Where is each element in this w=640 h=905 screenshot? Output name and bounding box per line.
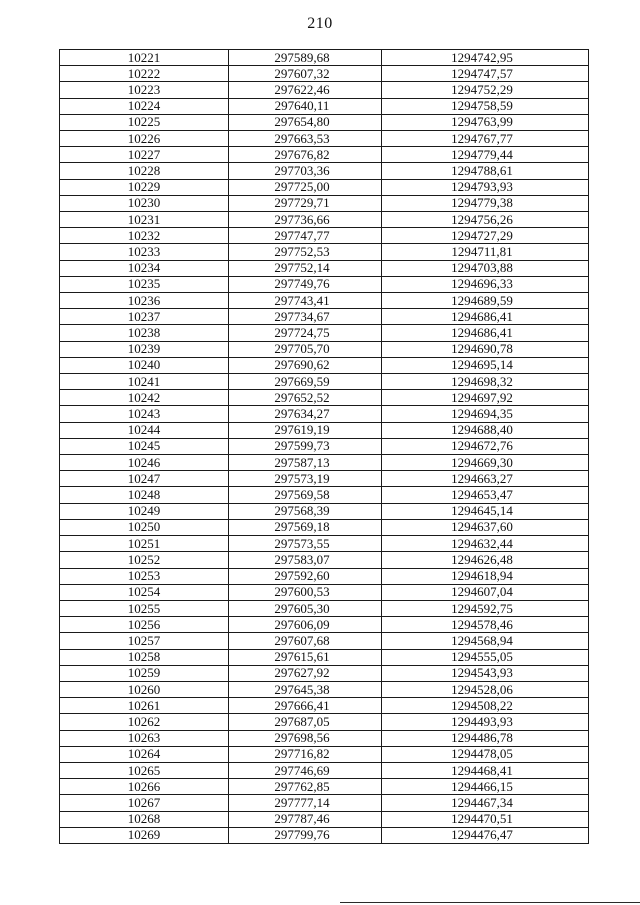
x-coordinate-cell: 297703,36 xyxy=(229,163,382,179)
table-row xyxy=(60,325,589,341)
point-number-cell: 10224 xyxy=(60,98,229,114)
x-coordinate-cell: 297573,55 xyxy=(229,536,382,552)
table-row xyxy=(60,827,589,843)
table-row xyxy=(60,163,589,179)
table-row xyxy=(60,649,589,665)
point-number-cell: 10232 xyxy=(60,228,229,244)
table-row xyxy=(60,519,589,535)
point-number-cell: 10254 xyxy=(60,584,229,600)
point-number-cell: 10229 xyxy=(60,179,229,195)
x-coordinate-cell: 297615,61 xyxy=(229,649,382,665)
point-number-cell: 10237 xyxy=(60,309,229,325)
point-number-cell: 10221 xyxy=(60,50,229,66)
y-coordinate-cell: 1294742,95 xyxy=(382,50,589,66)
x-coordinate-cell: 297622,46 xyxy=(229,82,382,98)
y-coordinate-cell: 1294468,41 xyxy=(382,762,589,778)
point-number-cell: 10243 xyxy=(60,406,229,422)
x-coordinate-cell: 297669,59 xyxy=(229,374,382,390)
x-coordinate-cell: 297634,27 xyxy=(229,406,382,422)
x-coordinate-cell: 297654,80 xyxy=(229,114,382,130)
table-row xyxy=(60,779,589,795)
y-coordinate-cell: 1294788,61 xyxy=(382,163,589,179)
point-number-cell: 10240 xyxy=(60,357,229,373)
point-number-cell: 10227 xyxy=(60,147,229,163)
table-row xyxy=(60,212,589,228)
y-coordinate-cell: 1294763,99 xyxy=(382,114,589,130)
x-coordinate-cell: 297640,11 xyxy=(229,98,382,114)
x-coordinate-cell: 297627,92 xyxy=(229,665,382,681)
y-coordinate-cell: 1294779,44 xyxy=(382,147,589,163)
table-row xyxy=(60,98,589,114)
x-coordinate-cell: 297749,76 xyxy=(229,276,382,292)
table-row xyxy=(60,811,589,827)
table-row xyxy=(60,617,589,633)
page-number: 210 xyxy=(307,15,333,32)
x-coordinate-cell: 297568,39 xyxy=(229,503,382,519)
table-row xyxy=(60,714,589,730)
point-number-cell: 10267 xyxy=(60,795,229,811)
table-row xyxy=(60,762,589,778)
y-coordinate-cell: 1294592,75 xyxy=(382,600,589,616)
point-number-cell: 10257 xyxy=(60,633,229,649)
coordinates-table xyxy=(59,49,589,844)
y-coordinate-cell: 1294493,93 xyxy=(382,714,589,730)
table-row xyxy=(60,309,589,325)
x-coordinate-cell: 297746,69 xyxy=(229,762,382,778)
table-row xyxy=(60,228,589,244)
point-number-cell: 10261 xyxy=(60,698,229,714)
table-row xyxy=(60,552,589,568)
y-coordinate-cell: 1294618,94 xyxy=(382,568,589,584)
point-number-cell: 10239 xyxy=(60,341,229,357)
point-number-cell: 10233 xyxy=(60,244,229,260)
y-coordinate-cell: 1294689,59 xyxy=(382,293,589,309)
x-coordinate-cell: 297762,85 xyxy=(229,779,382,795)
y-coordinate-cell: 1294758,59 xyxy=(382,98,589,114)
table-row xyxy=(60,681,589,697)
y-coordinate-cell: 1294637,60 xyxy=(382,519,589,535)
x-coordinate-cell: 297799,76 xyxy=(229,827,382,843)
point-number-cell: 10268 xyxy=(60,811,229,827)
table-row xyxy=(60,600,589,616)
x-coordinate-cell: 297690,62 xyxy=(229,357,382,373)
x-coordinate-cell: 297725,00 xyxy=(229,179,382,195)
table-row xyxy=(60,568,589,584)
y-coordinate-cell: 1294752,29 xyxy=(382,82,589,98)
table-row xyxy=(60,422,589,438)
table-row xyxy=(60,746,589,762)
y-coordinate-cell: 1294696,33 xyxy=(382,276,589,292)
point-number-cell: 10246 xyxy=(60,455,229,471)
y-coordinate-cell: 1294756,26 xyxy=(382,212,589,228)
point-number-cell: 10228 xyxy=(60,163,229,179)
table-row xyxy=(60,293,589,309)
point-number-cell: 10238 xyxy=(60,325,229,341)
x-coordinate-cell: 297606,09 xyxy=(229,617,382,633)
table-row xyxy=(60,131,589,147)
point-number-cell: 10234 xyxy=(60,260,229,276)
point-number-cell: 10247 xyxy=(60,471,229,487)
y-coordinate-cell: 1294543,93 xyxy=(382,665,589,681)
point-number-cell: 10252 xyxy=(60,552,229,568)
table-row xyxy=(60,536,589,552)
x-coordinate-cell: 297716,82 xyxy=(229,746,382,762)
point-number-cell: 10225 xyxy=(60,114,229,130)
x-coordinate-cell: 297666,41 xyxy=(229,698,382,714)
y-coordinate-cell: 1294688,40 xyxy=(382,422,589,438)
table-row xyxy=(60,795,589,811)
y-coordinate-cell: 1294578,46 xyxy=(382,617,589,633)
table-row xyxy=(60,50,589,66)
table-row xyxy=(60,438,589,454)
point-number-cell: 10250 xyxy=(60,519,229,535)
x-coordinate-cell: 297592,60 xyxy=(229,568,382,584)
y-coordinate-cell: 1294466,15 xyxy=(382,779,589,795)
x-coordinate-cell: 297645,38 xyxy=(229,681,382,697)
x-coordinate-cell: 297777,14 xyxy=(229,795,382,811)
table-row xyxy=(60,82,589,98)
point-number-cell: 10269 xyxy=(60,827,229,843)
table-row xyxy=(60,244,589,260)
y-coordinate-cell: 1294690,78 xyxy=(382,341,589,357)
y-coordinate-cell: 1294711,81 xyxy=(382,244,589,260)
point-number-cell: 10226 xyxy=(60,131,229,147)
point-number-cell: 10264 xyxy=(60,746,229,762)
x-coordinate-cell: 297752,14 xyxy=(229,260,382,276)
point-number-cell: 10231 xyxy=(60,212,229,228)
table-row xyxy=(60,406,589,422)
point-number-cell: 10259 xyxy=(60,665,229,681)
x-coordinate-cell: 297724,75 xyxy=(229,325,382,341)
y-coordinate-cell: 1294476,47 xyxy=(382,827,589,843)
y-coordinate-cell: 1294607,04 xyxy=(382,584,589,600)
point-number-cell: 10263 xyxy=(60,730,229,746)
table-row xyxy=(60,114,589,130)
table-row xyxy=(60,730,589,746)
y-coordinate-cell: 1294508,22 xyxy=(382,698,589,714)
x-coordinate-cell: 297600,53 xyxy=(229,584,382,600)
point-number-cell: 10260 xyxy=(60,681,229,697)
x-coordinate-cell: 297743,41 xyxy=(229,293,382,309)
point-number-cell: 10222 xyxy=(60,66,229,82)
point-number-cell: 10251 xyxy=(60,536,229,552)
table-row xyxy=(60,633,589,649)
y-coordinate-cell: 1294653,47 xyxy=(382,487,589,503)
y-coordinate-cell: 1294779,38 xyxy=(382,195,589,211)
y-coordinate-cell: 1294478,05 xyxy=(382,746,589,762)
x-coordinate-cell: 297619,19 xyxy=(229,422,382,438)
x-coordinate-cell: 297734,67 xyxy=(229,309,382,325)
point-number-cell: 10235 xyxy=(60,276,229,292)
y-coordinate-cell: 1294555,05 xyxy=(382,649,589,665)
table-row xyxy=(60,179,589,195)
x-coordinate-cell: 297573,19 xyxy=(229,471,382,487)
table-row xyxy=(60,147,589,163)
x-coordinate-cell: 297607,68 xyxy=(229,633,382,649)
y-coordinate-cell: 1294767,77 xyxy=(382,131,589,147)
table-row xyxy=(60,584,589,600)
point-number-cell: 10253 xyxy=(60,568,229,584)
table-row xyxy=(60,487,589,503)
point-number-cell: 10244 xyxy=(60,422,229,438)
point-number-cell: 10266 xyxy=(60,779,229,795)
x-coordinate-cell: 297652,52 xyxy=(229,390,382,406)
table-row xyxy=(60,665,589,681)
y-coordinate-cell: 1294632,44 xyxy=(382,536,589,552)
x-coordinate-cell: 297787,46 xyxy=(229,811,382,827)
y-coordinate-cell: 1294568,94 xyxy=(382,633,589,649)
point-number-cell: 10262 xyxy=(60,714,229,730)
y-coordinate-cell: 1294686,41 xyxy=(382,325,589,341)
y-coordinate-cell: 1294528,06 xyxy=(382,681,589,697)
table-row xyxy=(60,455,589,471)
point-number-cell: 10248 xyxy=(60,487,229,503)
x-coordinate-cell: 297589,68 xyxy=(229,50,382,66)
y-coordinate-cell: 1294698,32 xyxy=(382,374,589,390)
point-number-cell: 10265 xyxy=(60,762,229,778)
point-number-cell: 10245 xyxy=(60,438,229,454)
x-coordinate-cell: 297747,77 xyxy=(229,228,382,244)
point-number-cell: 10249 xyxy=(60,503,229,519)
x-coordinate-cell: 297698,56 xyxy=(229,730,382,746)
table-row xyxy=(60,698,589,714)
point-number-cell: 10242 xyxy=(60,390,229,406)
x-coordinate-cell: 297587,13 xyxy=(229,455,382,471)
point-number-cell: 10258 xyxy=(60,649,229,665)
table-row xyxy=(60,390,589,406)
table-row xyxy=(60,195,589,211)
point-number-cell: 10256 xyxy=(60,617,229,633)
x-coordinate-cell: 297676,82 xyxy=(229,147,382,163)
x-coordinate-cell: 297569,58 xyxy=(229,487,382,503)
x-coordinate-cell: 297729,71 xyxy=(229,195,382,211)
y-coordinate-cell: 1294695,14 xyxy=(382,357,589,373)
y-coordinate-cell: 1294626,48 xyxy=(382,552,589,568)
table-row xyxy=(60,341,589,357)
y-coordinate-cell: 1294703,88 xyxy=(382,260,589,276)
table-row xyxy=(60,471,589,487)
x-coordinate-cell: 297705,70 xyxy=(229,341,382,357)
y-coordinate-cell: 1294645,14 xyxy=(382,503,589,519)
x-coordinate-cell: 297569,18 xyxy=(229,519,382,535)
x-coordinate-cell: 297752,53 xyxy=(229,244,382,260)
y-coordinate-cell: 1294697,92 xyxy=(382,390,589,406)
point-number-cell: 10230 xyxy=(60,195,229,211)
x-coordinate-cell: 297663,53 xyxy=(229,131,382,147)
y-coordinate-cell: 1294663,27 xyxy=(382,471,589,487)
x-coordinate-cell: 297599,73 xyxy=(229,438,382,454)
table-row xyxy=(60,374,589,390)
y-coordinate-cell: 1294467,34 xyxy=(382,795,589,811)
x-coordinate-cell: 297605,30 xyxy=(229,600,382,616)
y-coordinate-cell: 1294669,30 xyxy=(382,455,589,471)
table-row xyxy=(60,357,589,373)
y-coordinate-cell: 1294793,93 xyxy=(382,179,589,195)
table-row xyxy=(60,503,589,519)
coordinates-table-body xyxy=(60,50,589,844)
point-number-cell: 10255 xyxy=(60,600,229,616)
y-coordinate-cell: 1294686,41 xyxy=(382,309,589,325)
point-number-cell: 10236 xyxy=(60,293,229,309)
x-coordinate-cell: 297736,66 xyxy=(229,212,382,228)
table-row xyxy=(60,260,589,276)
y-coordinate-cell: 1294747,57 xyxy=(382,66,589,82)
y-coordinate-cell: 1294694,35 xyxy=(382,406,589,422)
table-row xyxy=(60,66,589,82)
y-coordinate-cell: 1294486,78 xyxy=(382,730,589,746)
point-number-cell: 10241 xyxy=(60,374,229,390)
y-coordinate-cell: 1294727,29 xyxy=(382,228,589,244)
scan-edge-line xyxy=(340,902,640,903)
table-row xyxy=(60,276,589,292)
x-coordinate-cell: 297607,32 xyxy=(229,66,382,82)
y-coordinate-cell: 1294672,76 xyxy=(382,438,589,454)
x-coordinate-cell: 297687,05 xyxy=(229,714,382,730)
point-number-cell: 10223 xyxy=(60,82,229,98)
y-coordinate-cell: 1294470,51 xyxy=(382,811,589,827)
x-coordinate-cell: 297583,07 xyxy=(229,552,382,568)
